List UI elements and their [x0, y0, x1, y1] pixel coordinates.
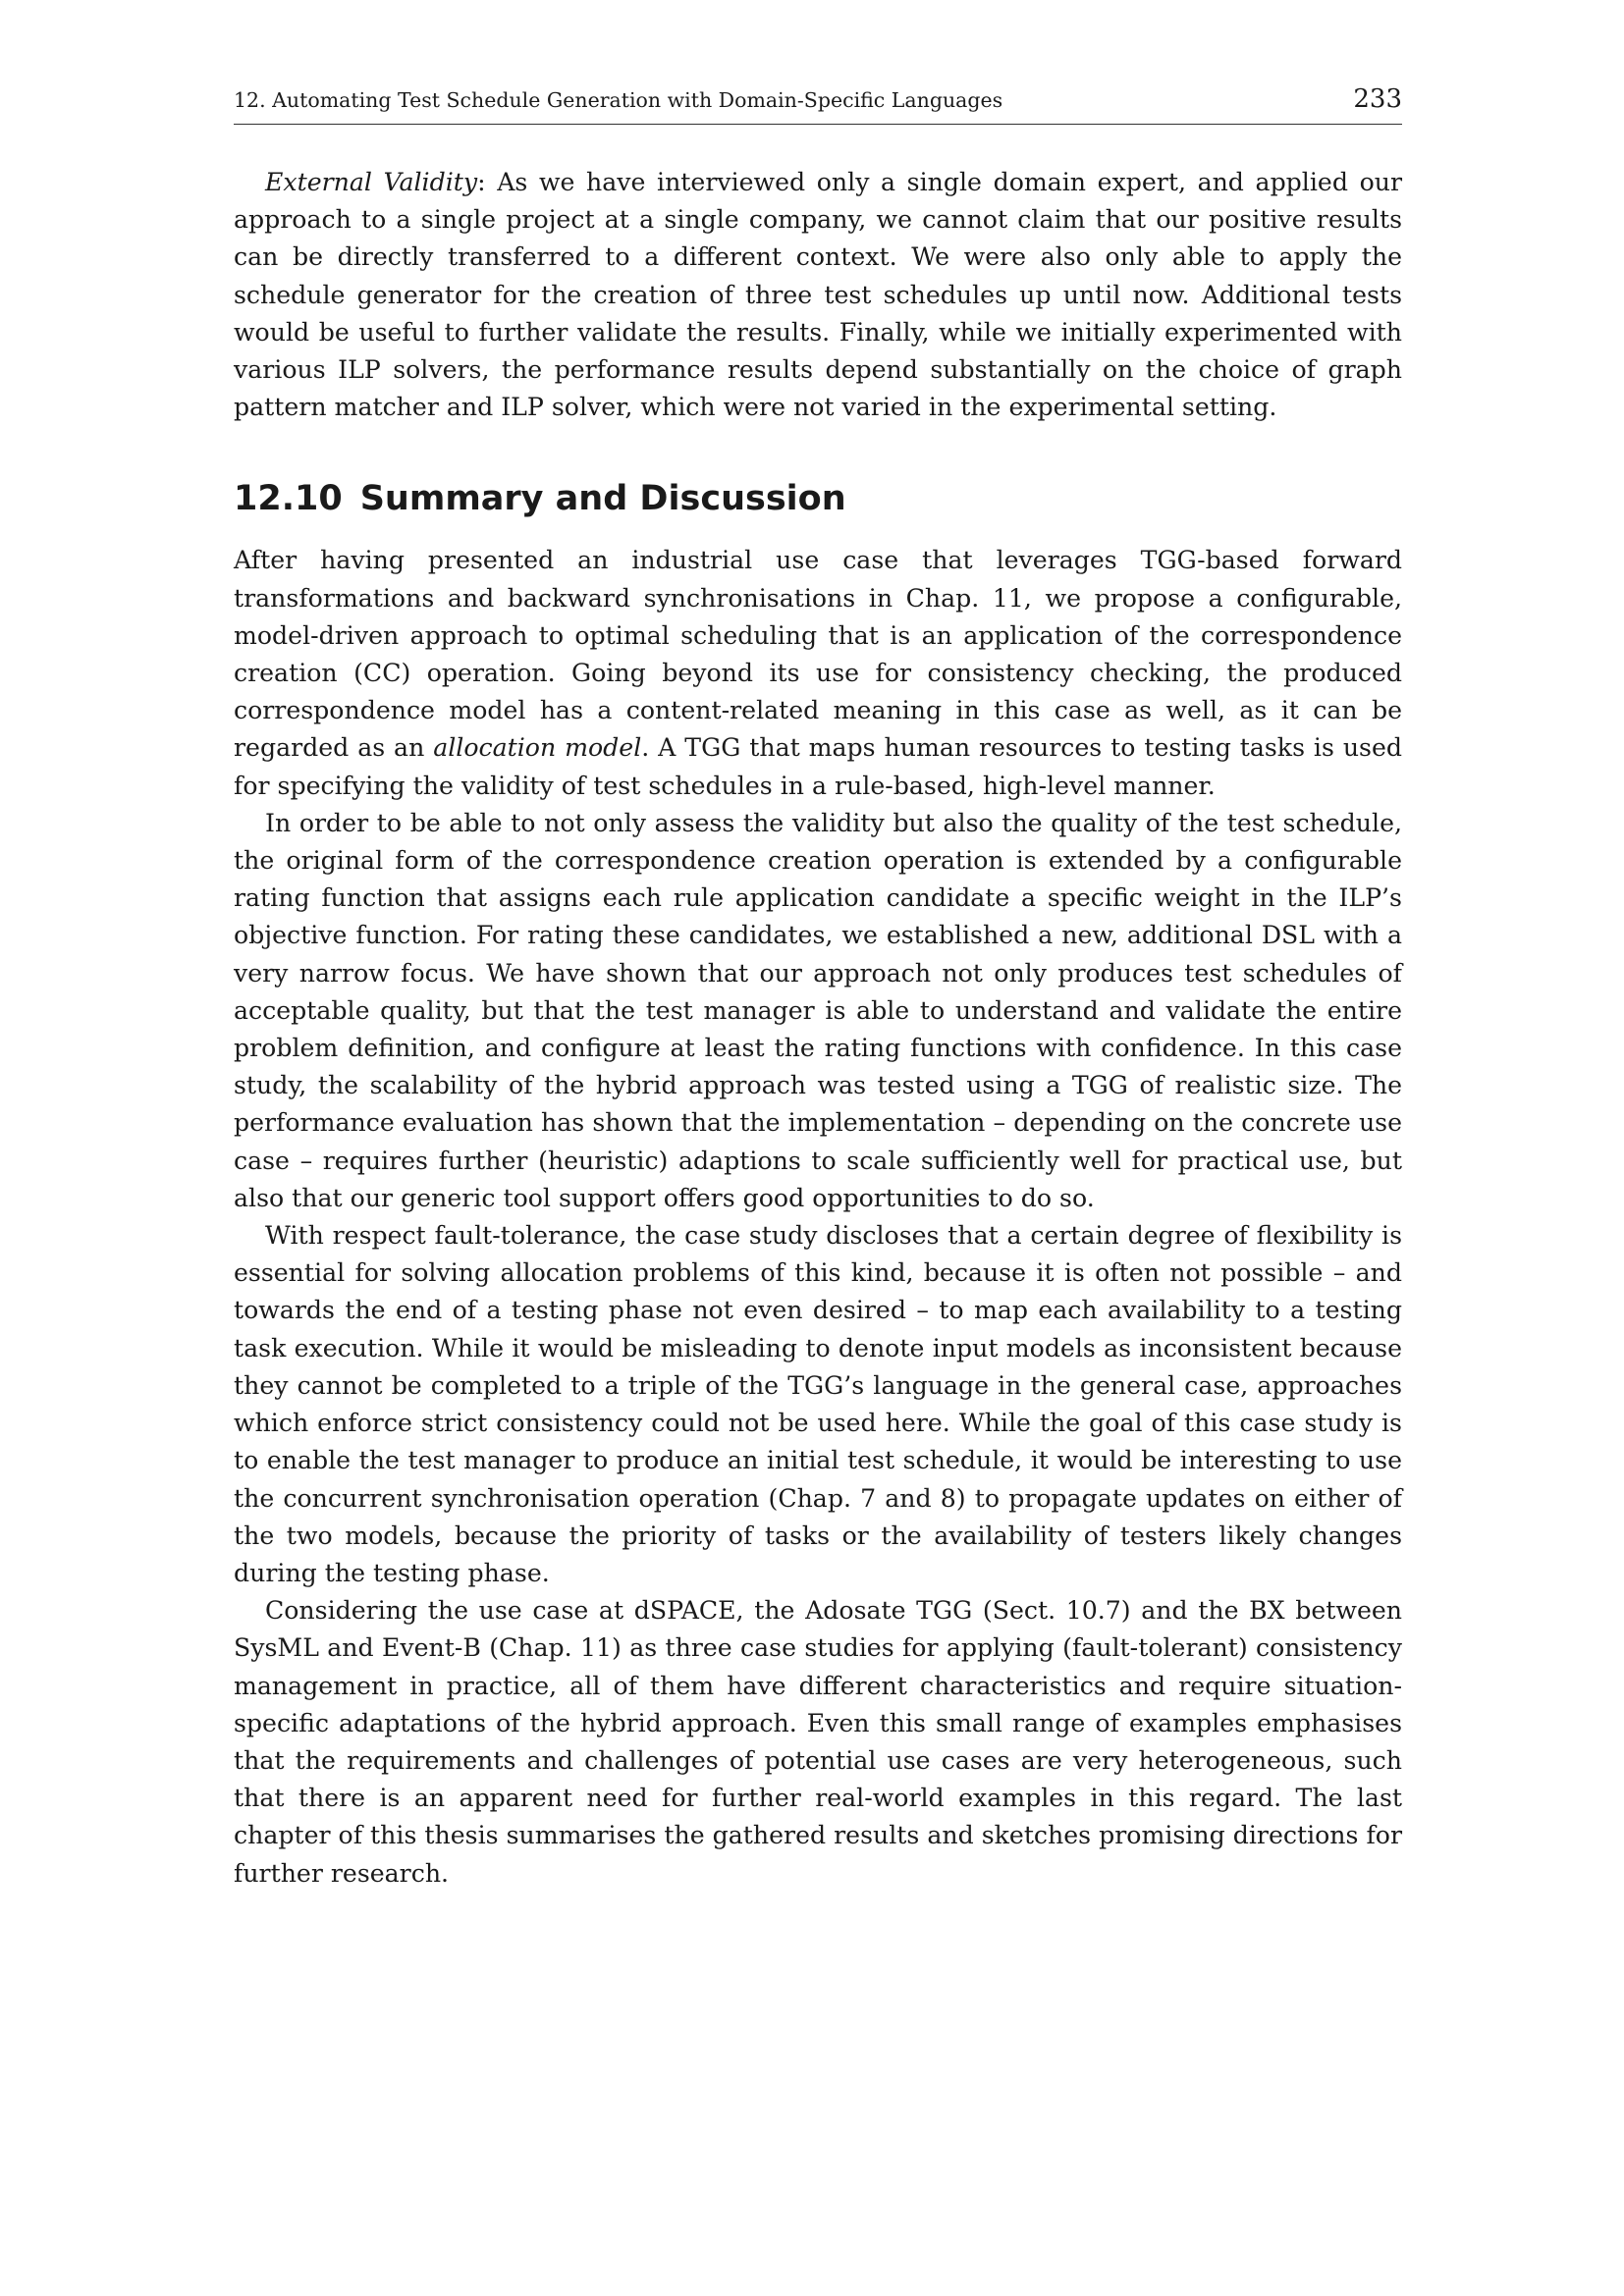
external-validity-paragraph [234, 164, 1402, 426]
p1-emphasis: allocation model [433, 733, 642, 763]
page [234, 84, 1402, 1893]
section-number: 12.10 [234, 479, 343, 519]
page-body [234, 164, 1402, 1893]
summary-paragraph-2: In order to be able to not only assess the validity but also the quality of the test schedule, the original form of the correspondence creation operation is extended by a configurable rating function that assigns each rule application candidate a specific weight in the ILP’s objective function. For rating these candidates, we established a new, additional DSL with a very narrow focus. We have shown that our approach not only produces test schedules of acceptable quality, but that the test manager is able to understand and validate the entire problem definition, and configure at least the rating functions with confidence. In this case study, the scalability of the hybrid approach was tested using a TGG of realistic size. The performance evaluation has shown that the implementation – depending on the concrete use case – requires further (heuristic) adaptions to scale sufficiently well for practical use, but also that our generic tool support offers good opportunities to do so. [234, 808, 1402, 1212]
chapter-title: 12. Automating Test Schedule Generation with Domain-Specific Languages [234, 88, 1003, 112]
summary-paragraph-1 [234, 542, 1402, 804]
section-title: Summary and Discussion [359, 479, 846, 519]
running-header [234, 84, 1402, 125]
section-heading [234, 477, 1402, 520]
external-validity-text: : As we have interviewed only a single domain expert, and applied our approach to a single project at a single company, we cannot claim that our positive results can be directly transferred to a different context. We were also only able to apply the schedule generator for the creation of three test schedules up until now. Additional tests would be useful to further validate the results. Finally, while we initially experimented with various ILP solvers, the performance results depend substantially on the choice of graph pattern matcher and ILP solver, which were not varied in the experimental setting. [234, 168, 1402, 422]
p1-text-after: . A TGG that maps human resources to testing tasks is used for specifying the validity of test schedules in a rule-based, high-level manner. [234, 733, 1402, 800]
external-validity-label: External Validity [265, 168, 478, 196]
p1-text-before: After having presented an industrial use case that leverages TGG-based forward transformations and backward synchronisations in Chap. 11, we propose a configurable, model-driven approach to optimal scheduling that is an application of the correspondence creation (CC) operation. Going beyond its use for consistency checking, the produced correspondence model has a content-related meaning in this case as well, as it can be regarded as an [234, 546, 1402, 763]
summary-paragraph-4: Considering the use case at dSPACE, the Adosate TGG (Sect. 10.7) and the BX between SysML and Event-B (Chap. 11) as three case studies for applying (fault-tolerant) consistency management in practice, all of them have different characteristics and require situation-specific adaptations of the hybrid approach. Even this small range of examples emphasises that the requirements and challenges of potential use cases are very heterogeneous, such that there is an apparent need for further real-world examples in this regard. The last chapter of this thesis summarises the gathered results and sketches promising directions for further research. [234, 1596, 1402, 1888]
page-number: 233 [1353, 84, 1402, 114]
summary-paragraph-3: With respect fault-tolerance, the case study discloses that a certain degree of flexibility is essential for solving allocation problems of this kind, because it is often not possible – and towards the end of a testing phase not even desired – to map each availability to a testing task execution. While it would be misleading to denote input models as inconsistent because they cannot be completed to a triple of the TGG’s language in the general case, approaches which enforce strict consistency could not be used here. While the goal of this case study is to enable the test manager to produce an initial test schedule, it would be interesting to use the concurrent synchronisation operation (Chap. 7 and 8) to propagate updates on either of the two models, because the priority of tasks or the availability of testers likely changes during the testing phase. [234, 1221, 1402, 1587]
